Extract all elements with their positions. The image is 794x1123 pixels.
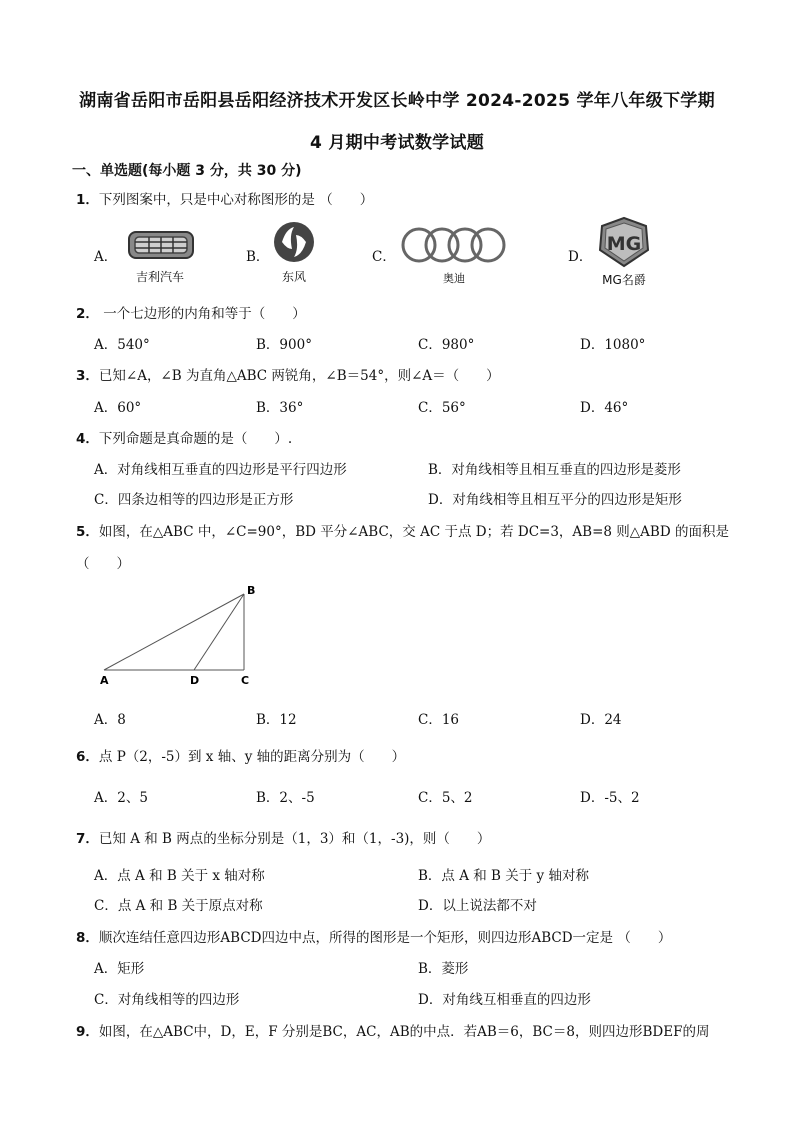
q1-option-d: D． [568, 249, 593, 265]
vertex-label-d: D [190, 674, 200, 687]
geely-logo-icon [126, 228, 196, 262]
question-6 [76, 745, 405, 765]
q8-option-d: D．对角线互相垂直的四边形 [418, 992, 591, 1008]
question-stem: 下列命题是真命题的是（ ）. [98, 431, 293, 447]
question-stem: 点 P（2，-5）到 x 轴、y 轴的距离分别为（ ） [98, 749, 406, 765]
question-number: 4． [76, 431, 99, 447]
q6-option-a: A．2、5 [94, 790, 148, 806]
q2-option-a: A．540° [94, 337, 150, 353]
question-number: 6． [76, 749, 99, 765]
question-8 [76, 926, 671, 946]
q6-option-d: D．-5、2 [580, 790, 640, 806]
question-9 [76, 1020, 709, 1040]
q1-caption-c: 奥迪 [443, 272, 465, 285]
question-number: 2． [76, 306, 99, 322]
question-stem: 如图，在△ABC 中，∠C=90°，BD 平分∠ABC，交 AC 于点 D；若 DC=3，AB=8 则△ABD 的面积是 [98, 524, 729, 540]
question-4 [76, 427, 292, 447]
q7-option-a: A．点 A 和 B 关于 x 轴对称 [94, 868, 265, 884]
q1-option-b: B． [246, 249, 270, 265]
question-number: 5． [76, 524, 99, 540]
q5-option-a: A．8 [94, 712, 126, 728]
mg-logo-icon [598, 216, 650, 268]
q5-answer-paren: （ ） [76, 556, 130, 572]
q4-option-d: D．对角线相等且相互平分的四边形是矩形 [428, 492, 682, 508]
q7-option-d: D．以上说法都不对 [418, 898, 537, 914]
vertex-label-b: B [247, 584, 256, 597]
question-5 [76, 520, 729, 540]
q5-option-d: D．24 [580, 712, 622, 728]
q1-caption-a: 吉利汽车 [135, 270, 184, 284]
q8-option-c: C．对角线相等的四边形 [94, 992, 240, 1008]
q2-option-d: D．1080° [580, 337, 646, 353]
question-number: 3． [76, 368, 99, 384]
question-stem: 顺次连结任意四边形ABCD四边中点，所得的图形是一个矩形，则四边形ABCD一定是 （ ） [98, 930, 672, 946]
q4-option-a: A．对角线相互垂直的四边形是平行四边形 [94, 462, 347, 478]
q4-option-c: C．四条边相等的四边形是正方形 [94, 492, 294, 508]
q5-option-b: B．12 [256, 712, 297, 728]
question-stem: 已知∠A，∠B 为直角△ABC 两锐角，∠B＝54°，则∠A＝（ ） [98, 368, 500, 384]
question-stem: 下列图案中，只是中心对称图形的是 （ ） [98, 192, 374, 208]
q8-option-a: A．矩形 [94, 961, 145, 977]
vertex-label-a: A [100, 674, 109, 687]
q3-option-a: A．60° [94, 400, 142, 416]
q4-option-b: B．对角线相等且相互垂直的四边形是菱形 [428, 462, 681, 478]
question-1 [76, 188, 373, 208]
question-number: 9． [76, 1024, 99, 1040]
section-heading: 一、单选题(每小题 3 分，共 30 分) [72, 163, 302, 179]
q1-caption-d: MG名爵 [602, 273, 646, 287]
q2-option-c: C．980° [418, 337, 475, 353]
q3-option-b: B．36° [256, 400, 304, 416]
question-3 [76, 364, 500, 384]
q1-option-c: C． [372, 249, 396, 265]
question-stem: 一个七边形的内角和等于（ ） [98, 306, 306, 322]
question-number: 1． [76, 192, 99, 208]
triangle-figure [96, 582, 266, 688]
q7-option-c: C．点 A 和 B 关于原点对称 [94, 898, 263, 914]
q6-option-c: C．5、2 [418, 790, 473, 806]
q3-option-d: D．46° [580, 400, 629, 416]
q1-option-a: A． [94, 249, 118, 265]
q1-caption-b: 东风 [281, 270, 306, 284]
question-2 [76, 302, 306, 322]
question-7 [76, 827, 490, 847]
question-stem: 如图，在△ABC中，D，E，F 分别是BC，AC，AB的中点．若AB＝6，BC＝8，则四边形BDEF的周 [98, 1024, 710, 1040]
q6-option-b: B．2、-5 [256, 790, 315, 806]
q2-option-b: B．900° [256, 337, 312, 353]
q3-option-c: C．56° [418, 400, 466, 416]
q5-option-c: C．16 [418, 712, 460, 728]
vertex-label-c: C [241, 674, 250, 687]
audi-logo-icon [400, 226, 508, 264]
question-number: 8． [76, 930, 99, 946]
question-number: 7． [76, 831, 99, 847]
dongfeng-logo-icon [272, 219, 316, 265]
q7-option-b: B．点 A 和 B 关于 y 轴对称 [418, 868, 589, 884]
exam-title-line2: 4 月期中考试数学试题 [309, 133, 485, 153]
mg-logo-text: MG [606, 233, 642, 255]
q8-option-b: B．菱形 [418, 961, 469, 977]
question-stem: 已知 A 和 B 两点的坐标分别是（1，3）和（1，-3)，则（ ） [98, 831, 491, 847]
exam-title-line1: 湖南省岳阳市岳阳县岳阳经济技术开发区长岭中学 2024-2025 学年八年级下学期 [79, 91, 715, 111]
